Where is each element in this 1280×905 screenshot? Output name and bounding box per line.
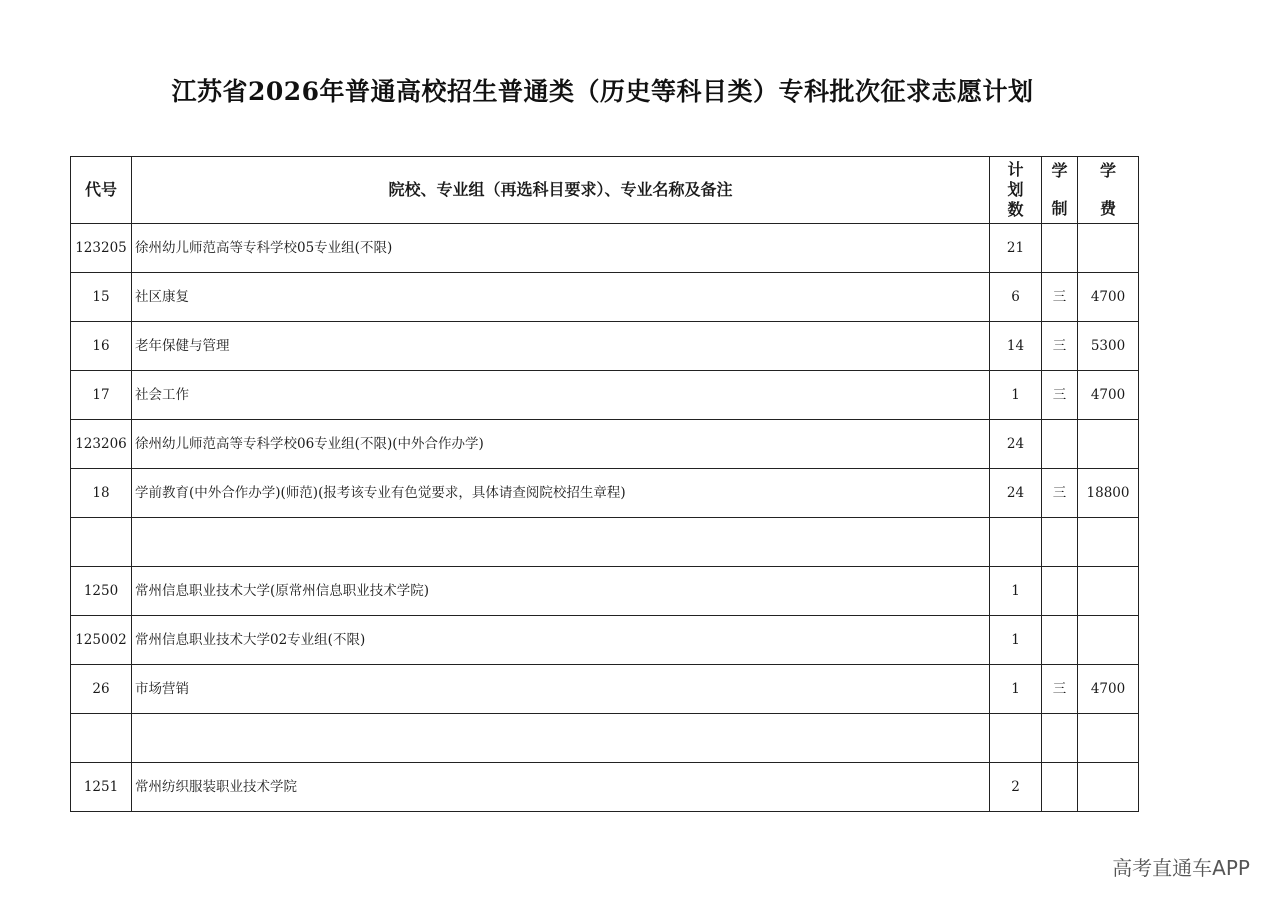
table-header-row: [71, 157, 1139, 224]
cell-plan: 2: [990, 763, 1042, 812]
cell-years: 三: [1042, 665, 1078, 714]
cell-fee: 4700: [1078, 371, 1139, 420]
header-fee: [1078, 157, 1139, 224]
cell-code: 123206: [71, 420, 132, 469]
table-row: [71, 371, 1139, 420]
cell-plan: [990, 518, 1042, 567]
cell-fee: [1078, 616, 1139, 665]
cell-plan: 6: [990, 273, 1042, 322]
page-title: 江苏省2026年普通高校招生普通类（历史等科目类）专科批次征求志愿计划: [171, 77, 1034, 106]
header-years-label: 学 制: [1051, 161, 1068, 218]
cell-name: 常州纺织服装职业技术学院: [132, 763, 990, 812]
cell-code: [71, 714, 132, 763]
cell-plan: [990, 714, 1042, 763]
cell-code: 1250: [71, 567, 132, 616]
cell-name: 徐州幼儿师范高等专科学校05专业组(不限): [132, 224, 990, 273]
cell-years: [1042, 763, 1078, 812]
header-plan-label: 计划数: [1007, 160, 1024, 219]
cell-years: 三: [1042, 273, 1078, 322]
cell-years: 三: [1042, 469, 1078, 518]
cell-code: 1251: [71, 763, 132, 812]
cell-fee: 5300: [1078, 322, 1139, 371]
cell-fee: 18800: [1078, 469, 1139, 518]
cell-name: [132, 714, 990, 763]
header-years: [1042, 157, 1078, 224]
cell-name: 常州信息职业技术大学02专业组(不限): [132, 616, 990, 665]
cell-name: 学前教育(中外合作办学)(师范)(报考该专业有色觉要求，具体请查阅院校招生章程): [132, 469, 990, 518]
table-row: [71, 322, 1139, 371]
cell-fee: [1078, 420, 1139, 469]
watermark-text: 高考直通车APP: [1112, 856, 1250, 880]
cell-fee: 4700: [1078, 665, 1139, 714]
enrollment-plan-table: [70, 156, 1139, 812]
cell-years: [1042, 518, 1078, 567]
table-row: [71, 616, 1139, 665]
cell-code: 18: [71, 469, 132, 518]
header-fee-label: 学 费: [1100, 161, 1117, 218]
cell-plan: 14: [990, 322, 1042, 371]
cell-plan: 1: [990, 371, 1042, 420]
cell-name: 社会工作: [132, 371, 990, 420]
cell-code: 17: [71, 371, 132, 420]
table-row: [71, 469, 1139, 518]
cell-name: 老年保健与管理: [132, 322, 990, 371]
header-code: 代号: [71, 157, 132, 224]
cell-fee: 4700: [1078, 273, 1139, 322]
cell-plan: 1: [990, 616, 1042, 665]
table-row: [71, 518, 1139, 567]
cell-code: 15: [71, 273, 132, 322]
cell-years: [1042, 420, 1078, 469]
cell-fee: [1078, 224, 1139, 273]
table-row: [71, 763, 1139, 812]
table-row: [71, 714, 1139, 763]
cell-fee: [1078, 763, 1139, 812]
table-row: [71, 665, 1139, 714]
cell-fee: [1078, 714, 1139, 763]
table-row: [71, 224, 1139, 273]
cell-years: [1042, 616, 1078, 665]
cell-fee: [1078, 518, 1139, 567]
cell-years: [1042, 714, 1078, 763]
cell-plan: 1: [990, 567, 1042, 616]
cell-code: 123205: [71, 224, 132, 273]
header-name: 院校、专业组（再选科目要求）、专业名称及备注: [132, 157, 990, 224]
cell-code: 16: [71, 322, 132, 371]
cell-code: 125002: [71, 616, 132, 665]
cell-name: 社区康复: [132, 273, 990, 322]
cell-code: [71, 518, 132, 567]
cell-plan: 21: [990, 224, 1042, 273]
cell-years: [1042, 224, 1078, 273]
table-row: [71, 567, 1139, 616]
cell-name: 市场营销: [132, 665, 990, 714]
cell-years: 三: [1042, 322, 1078, 371]
table-row: [71, 420, 1139, 469]
table-row: [71, 273, 1139, 322]
cell-plan: 1: [990, 665, 1042, 714]
cell-plan: 24: [990, 420, 1042, 469]
cell-code: 26: [71, 665, 132, 714]
header-plan: [990, 157, 1042, 224]
cell-plan: 24: [990, 469, 1042, 518]
cell-name: 常州信息职业技术大学(原常州信息职业技术学院): [132, 567, 990, 616]
cell-name: 徐州幼儿师范高等专科学校06专业组(不限)(中外合作办学): [132, 420, 990, 469]
cell-name: [132, 518, 990, 567]
cell-years: 三: [1042, 371, 1078, 420]
cell-fee: [1078, 567, 1139, 616]
cell-years: [1042, 567, 1078, 616]
